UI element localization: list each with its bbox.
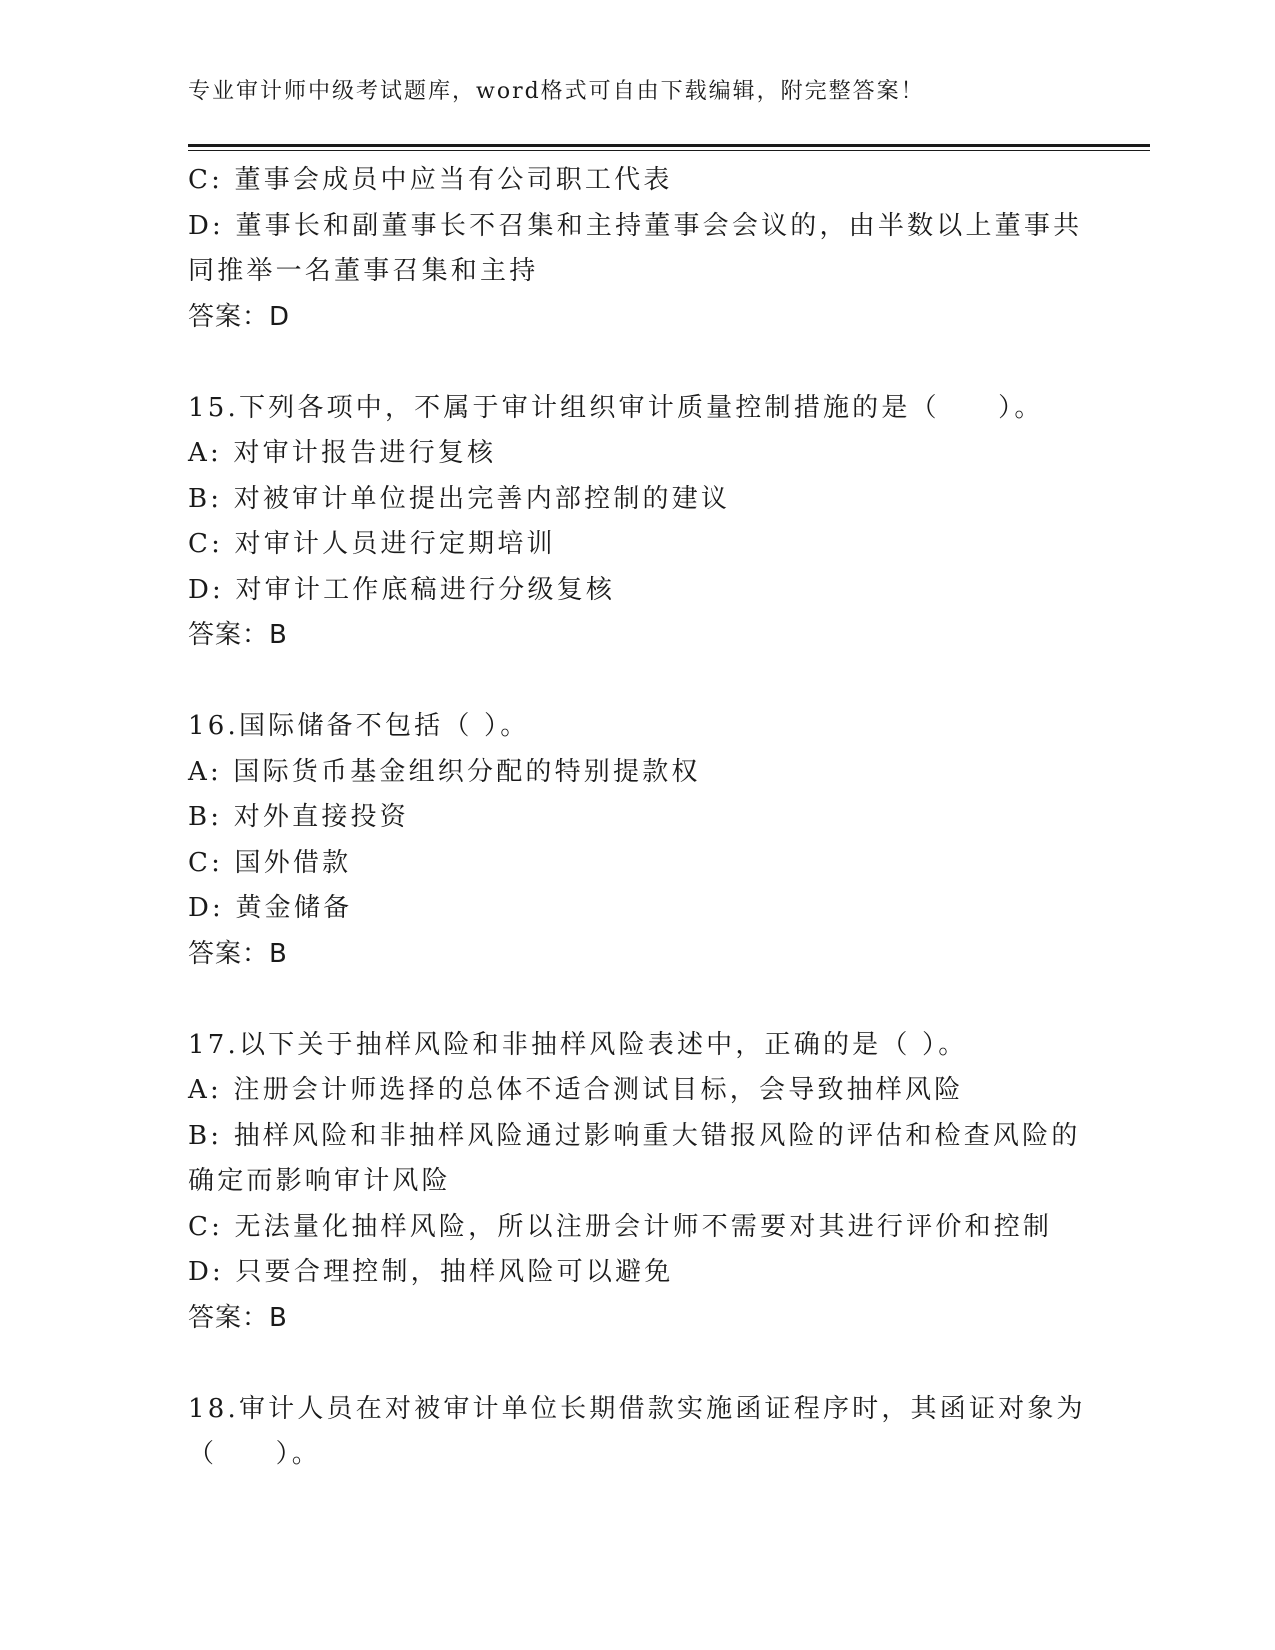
option-c: C: 对审计人员进行定期培训 xyxy=(188,529,556,559)
spacer xyxy=(188,977,1068,1023)
option-d: D: 黄金储备 xyxy=(188,893,353,923)
spacer xyxy=(188,1341,1068,1387)
question-stem: 18.审计人员在对被审计单位长期借款实施函证程序时，其函证对象为 xyxy=(188,1393,1086,1424)
spacer xyxy=(188,659,1068,705)
question-stem-continued: （ ）。 xyxy=(188,1439,322,1469)
option-b-continued: 确定而影响审计风险 xyxy=(188,1166,451,1196)
question-content xyxy=(188,158,1086,1478)
option-a: A: 注册会计师选择的总体不适合测试目标，会导致抽样风险 xyxy=(188,1075,964,1105)
option-d: D: 只要合理控制，抽样风险可以避免 xyxy=(188,1257,674,1287)
spacer xyxy=(188,340,1068,386)
question-stem: 15.下列各项中，不属于审计组织审计质量控制措施的是（ ）。 xyxy=(188,392,1044,423)
option-c: C: 董事会成员中应当有公司职工代表 xyxy=(188,165,673,195)
option-c: C: 国外借款 xyxy=(188,847,352,878)
option-a: A: 国际货币基金组织分配的特别提款权 xyxy=(188,756,701,787)
answer: 答案：B xyxy=(188,620,288,650)
question-17 xyxy=(188,1023,1081,1342)
option-b: B: 抽样风险和非抽样风险通过影响重大错报风险的评估和检查风险的 xyxy=(188,1120,1081,1151)
option-a: A: 对审计报告进行复核 xyxy=(188,438,497,468)
option-d: D: 对审计工作底稿进行分级复核 xyxy=(188,574,616,605)
option-d-continued: 同推举一名董事召集和主持 xyxy=(188,256,539,286)
question-stem: 16.国际储备不包括（ ）。 xyxy=(188,711,530,741)
answer: 答案：D xyxy=(188,301,291,332)
option-c: C: 无法量化抽样风险，所以注册会计师不需要对其进行评价和控制 xyxy=(188,1211,1053,1242)
option-b: B: 对外直接投资 xyxy=(188,802,409,832)
header-rule-thick xyxy=(188,144,1150,147)
question-14-continued xyxy=(188,158,1083,340)
question-16 xyxy=(188,704,1068,977)
question-stem: 17.以下关于抽样风险和非抽样风险表述中，正确的是（ ）。 xyxy=(188,1029,968,1060)
question-18 xyxy=(188,1387,1086,1478)
question-15 xyxy=(188,386,1068,659)
header-rule-thin xyxy=(188,150,1150,151)
answer: 答案：B xyxy=(188,1302,288,1333)
option-b: B: 对被审计单位提出完善内部控制的建议 xyxy=(188,483,731,514)
option-d: D: 董事长和副董事长不召集和主持董事会会议的，由半数以上董事共 xyxy=(188,210,1083,241)
answer: 答案：B xyxy=(188,938,288,969)
header-text: 专业审计师中级考试题库，word格式可自由下载编辑，附完整答案！ xyxy=(188,79,925,104)
